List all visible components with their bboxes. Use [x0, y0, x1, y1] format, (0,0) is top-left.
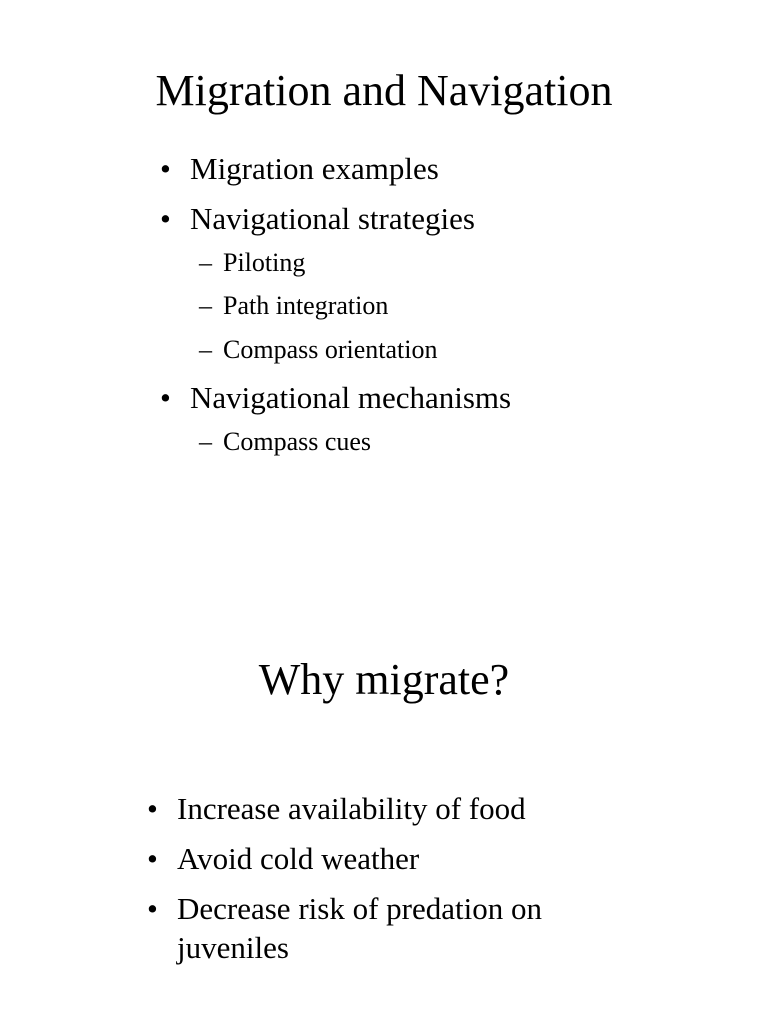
sub-bullet-item	[199, 248, 306, 277]
slide-why-migrate	[0, 512, 768, 1024]
bullet-item	[160, 380, 512, 415]
bullet-text: Navigational strategies	[190, 201, 475, 236]
bullet-text: Migration examples	[190, 151, 439, 186]
sub-bullet-text: Path integration	[223, 291, 389, 320]
sub-bullet-item	[199, 335, 438, 364]
slide-title: Why migrate?	[258, 655, 510, 704]
bullet-item	[147, 791, 526, 826]
sub-bullet-item	[199, 427, 372, 456]
bullet-text: Decrease risk of predation on	[177, 891, 542, 926]
dash-icon: –	[199, 248, 212, 277]
sub-bullet-text: Compass cues	[223, 427, 372, 456]
bullet-item	[160, 151, 439, 186]
bullet-text: Navigational mechanisms	[190, 380, 512, 415]
bullet-text: Avoid cold weather	[177, 841, 420, 876]
bullet-item	[147, 891, 542, 965]
bullet-icon: •	[160, 380, 171, 415]
bullet-text: Increase availability of food	[177, 791, 526, 826]
sub-bullet-text: Compass orientation	[223, 335, 438, 364]
bullet-item	[160, 201, 475, 236]
sub-bullet-item	[199, 291, 389, 320]
bullet-icon: •	[147, 791, 158, 826]
bullet-text-continuation: juveniles	[177, 930, 289, 965]
dash-icon: –	[199, 291, 212, 320]
bullet-icon: •	[160, 201, 171, 236]
dash-icon: –	[199, 427, 212, 456]
sub-bullet-text: Piloting	[223, 248, 306, 277]
bullet-icon: •	[147, 841, 158, 876]
dash-icon: –	[199, 335, 212, 364]
bullet-icon: •	[160, 151, 171, 186]
bullet-icon: •	[147, 891, 158, 926]
slide-title: Migration and Navigation	[155, 66, 613, 115]
bullet-item	[147, 841, 420, 876]
